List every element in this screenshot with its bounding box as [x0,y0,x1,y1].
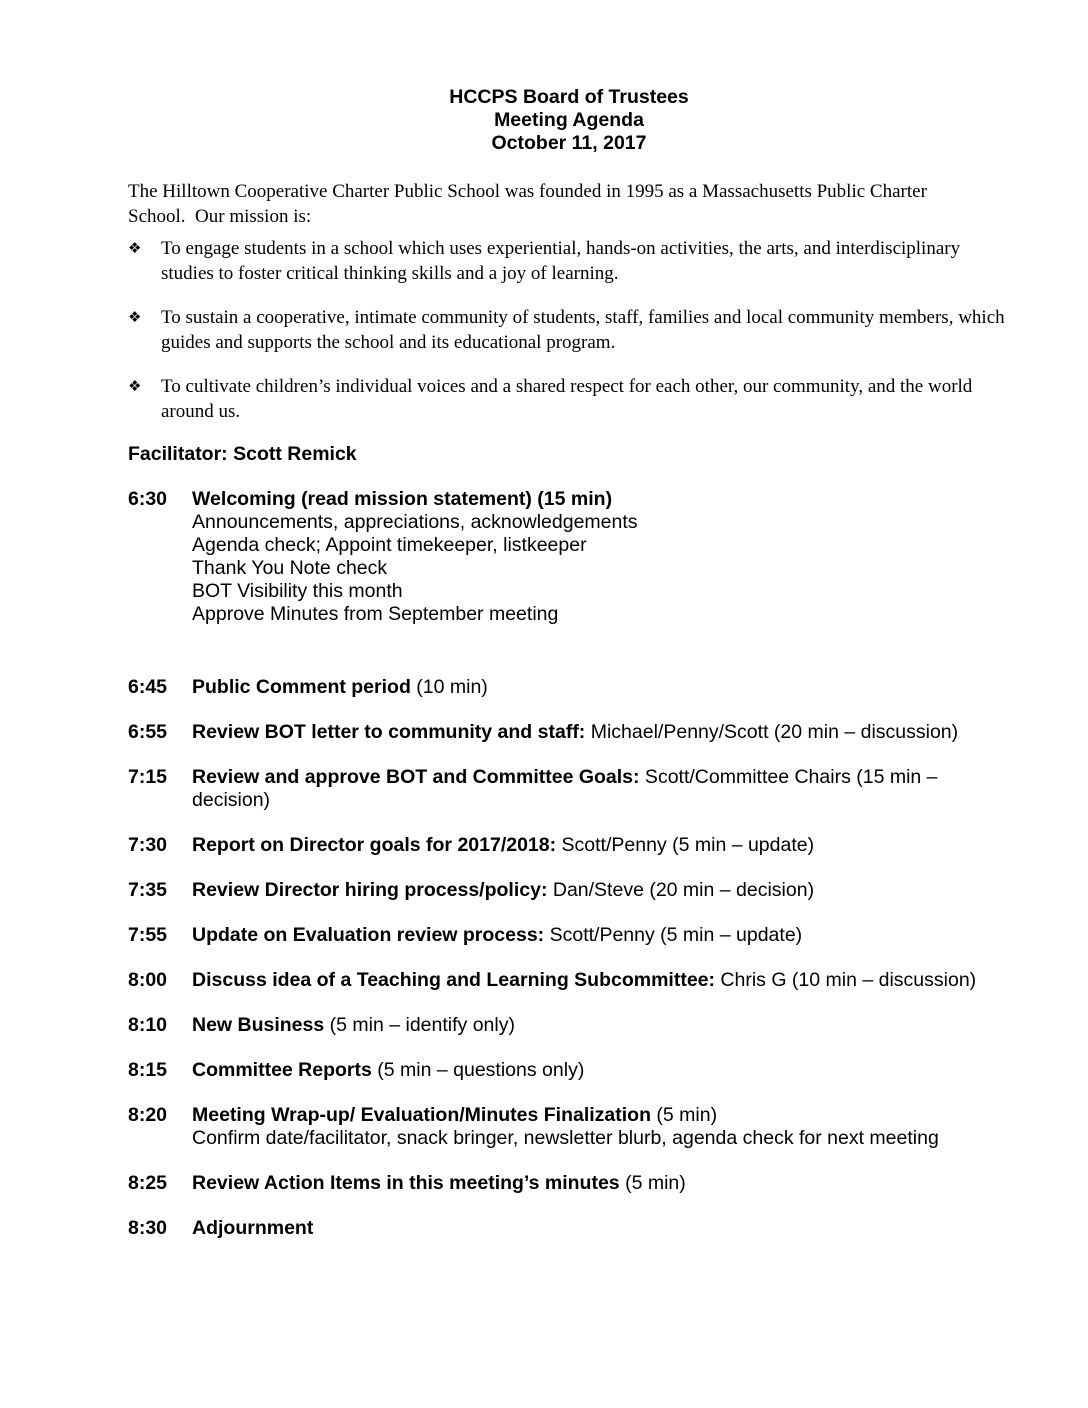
agenda-item [128,721,1010,744]
agenda-item [128,1059,1010,1082]
agenda-item-detail: Scott/Penny (5 min – update) [544,924,803,946]
agenda-sub-line: Confirm date/facilitator, snack bringer, newsletter blurb, agenda check for next meeting [192,1127,939,1149]
agenda-item-detail: Michael/Penny/Scott (20 min – discussion) [585,721,959,743]
agenda-time: 8:30 [128,1217,168,1239]
agenda-content [192,1172,1010,1195]
agenda-time: 8:25 [128,1172,168,1194]
agenda-item [128,1172,1010,1195]
agenda-time: 6:55 [128,721,168,743]
agenda-headline [192,488,1010,511]
agenda-content [192,1104,1010,1150]
agenda-content [192,676,1010,699]
agenda-item-title: Welcoming (read mission statement) (15 min) [192,488,613,510]
mission-bullet-text: To engage students in a school which uses experiential, hands-on activities, the arts, and interdisciplinary studies to foster critical thinking skills and a joy of learning. [161,238,961,284]
agenda-time: 7:35 [128,879,168,901]
agenda-item-title: Report on Director goals for 2017/2018: [192,834,557,856]
agenda-content [192,1014,1010,1037]
agenda-headline [192,676,1010,699]
agenda-content [192,924,1010,947]
agenda-item-detail: Scott/Committee Chairs (15 min – decision) [192,766,938,811]
agenda-headline [192,766,1010,812]
agenda-headline [192,1104,1010,1127]
agenda-item-title: Public Comment period [192,676,411,698]
agenda-item-title: Review BOT letter to community and staff: [192,721,586,743]
agenda-item-detail: (5 min – identify only) [324,1014,515,1036]
agenda-content [192,969,1010,992]
agenda-sub-line: Thank You Note check [192,557,388,579]
agenda-time: 8:10 [128,1014,168,1036]
agenda-time: 8:00 [128,969,168,991]
agenda-headline [192,969,1010,992]
agenda-time: 8:15 [128,1059,168,1081]
agenda-list [128,488,1010,1240]
agenda-item-title: Update on Evaluation review process: [192,924,545,946]
agenda-headline [192,879,1010,902]
agenda-content [192,879,1010,902]
agenda-headline [192,721,1010,744]
agenda-content [192,721,1010,744]
mission-list [128,236,1010,424]
agenda-item [128,834,1010,857]
diamond-bullet-icon: ❖ [128,308,142,326]
agenda-item-title: Meeting Wrap-up/ Evaluation/Minutes Finalization [192,1104,651,1126]
agenda-item [128,969,1010,992]
agenda-sub-line: Approve Minutes from September meeting [192,603,559,625]
facilitator-line: Facilitator: Scott Remick [128,443,357,465]
agenda-item [128,1217,1010,1240]
agenda-headline [192,1172,1010,1195]
agenda-item-title: Review Action Items in this meeting’s minutes [192,1172,620,1194]
agenda-content [192,1059,1010,1082]
agenda-item [128,879,1010,902]
document-title: HCCPS Board of Trustees [449,86,689,108]
agenda-item-title: Discuss idea of a Teaching and Learning Subcommittee: [192,969,715,991]
agenda-item [128,676,1010,699]
agenda-sub-line: Agenda check; Appoint timekeeper, listkeeper [192,534,587,556]
agenda-item-detail: (5 min) [619,1172,686,1194]
agenda-item-title: Committee Reports [192,1059,372,1081]
agenda-item-title: New Business [192,1014,325,1036]
agenda-item [128,1104,1010,1150]
mission-bullet-text: To sustain a cooperative, intimate community of students, staff, families and local community members, which guides and supports the school and its educational program. [161,307,1005,353]
agenda-headline [192,924,1010,947]
agenda-item [128,766,1010,812]
agenda-headline [192,1014,1010,1037]
agenda-time: 7:55 [128,924,168,946]
agenda-item-detail: (10 min) [410,676,488,698]
agenda-time: 7:15 [128,766,168,788]
mission-bullet [128,236,1010,286]
mission-bullet [128,374,1010,424]
agenda-content [192,834,1010,857]
agenda-content [192,1217,1010,1240]
agenda-time: 6:45 [128,676,168,698]
agenda-item-title: Review Director hiring process/policy: [192,879,548,901]
agenda-time: 7:30 [128,834,168,856]
agenda-item-detail: (5 min – questions only) [371,1059,585,1081]
agenda-item-detail: (5 min) [651,1104,718,1126]
agenda-sub-line: BOT Visibility this month [192,580,403,602]
agenda-headline [192,834,1010,857]
agenda-item [128,488,1010,626]
diamond-bullet-icon: ❖ [128,377,142,395]
agenda-content [192,766,1010,812]
agenda-content [192,488,1010,626]
agenda-item [128,1014,1010,1037]
agenda-time: 8:20 [128,1104,168,1126]
agenda-item-title: Review and approve BOT and Committee Goals: [192,766,640,788]
intro-paragraph: The Hilltown Cooperative Charter Public School was founded in 1995 as a Massachusetts Public Charter School. Our mission is: [128,181,932,227]
diamond-bullet-icon: ❖ [128,239,142,257]
agenda-item-detail: Chris G (10 min – discussion) [715,969,977,991]
agenda-headline [192,1217,1010,1240]
agenda-item [128,924,1010,947]
document-date: October 11, 2017 [491,132,647,154]
document-subtitle: Meeting Agenda [494,109,644,131]
mission-bullet [128,305,1010,355]
agenda-item-detail: Scott/Penny (5 min – update) [556,834,815,856]
document-header [128,86,1010,155]
agenda-time: 6:30 [128,488,168,510]
agenda-sublist [192,511,1010,626]
mission-bullet-text: To cultivate children’s individual voices and a shared respect for each other, our community, and the world around us. [161,376,973,422]
agenda-item-detail: Dan/Steve (20 min – decision) [547,879,815,901]
agenda-headline [192,1059,1010,1082]
agenda-sub-line: Announcements, appreciations, acknowledgements [192,511,638,533]
agenda-sublist [192,1127,1010,1150]
agenda-item-title: Adjournment [192,1217,314,1239]
